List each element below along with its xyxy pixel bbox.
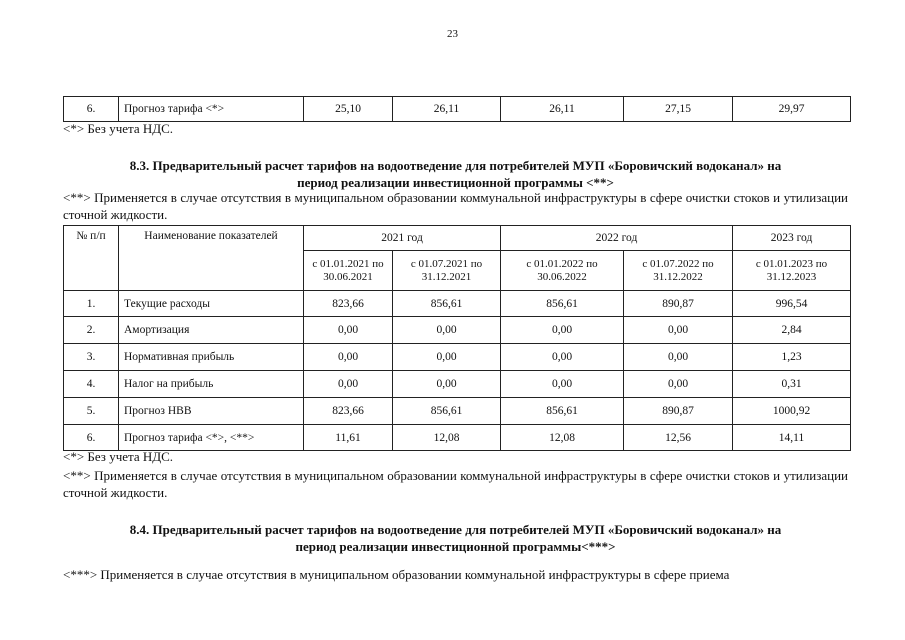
table-row	[64, 398, 851, 425]
section-note: <**> Применяется в случае отсутствия в муниципальном образовании коммунальной инфраструктуры в сфере очистки стоков и утилизации сточной жидкости.	[63, 190, 848, 222]
value-cell: 1000,92	[733, 398, 851, 425]
value-cell: 0,00	[624, 344, 733, 371]
value-cell: 856,61	[501, 291, 624, 317]
value-cell: 856,61	[501, 398, 624, 425]
page-number: 23	[447, 28, 458, 40]
row-name: Нормативная прибыль	[119, 344, 304, 371]
row-number: 6.	[64, 97, 119, 122]
heading-line: 8.3. Предварительный расчет тарифов на водоотведение для потребителей МУП «Боровичский водоканал» на	[129, 158, 782, 173]
header-name: Наименование показателей	[119, 226, 304, 291]
row-name: Амортизация	[119, 317, 304, 344]
value-cell: 0,00	[304, 344, 393, 371]
footnote-no-vat: <*> Без учета НДС.	[63, 121, 174, 136]
value-cell: 856,61	[393, 291, 501, 317]
table-row	[64, 97, 851, 122]
header-period: с 01.01.2022 по 30.06.2022	[501, 251, 624, 291]
value-cell: 0,00	[393, 371, 501, 398]
value-cell: 11,61	[304, 425, 393, 451]
footnote-infrastructure: <**> Применяется в случае отсутствия в муниципальном образовании коммунальной инфраструктуры в сфере очистки стоков и утилизации сточной жидкости.	[63, 468, 848, 500]
header-year: 2023 год	[733, 226, 851, 251]
value-cell: 12,56	[624, 425, 733, 451]
value-cell: 0,00	[304, 371, 393, 398]
value-cell: 12,08	[393, 425, 501, 451]
table-row	[64, 291, 851, 317]
tariff-table	[63, 225, 851, 451]
heading-line: период реализации инвестиционной программы<***>	[295, 539, 616, 554]
value-cell: 26,11	[501, 97, 624, 122]
section-note: <***> Применяется в случае отсутствия в муниципальном образовании коммунальной инфраструктуры в сфере приема	[63, 567, 730, 582]
section-heading-8-3	[63, 157, 848, 191]
row-name: Налог на прибыль	[119, 371, 304, 398]
value-cell: 823,66	[304, 398, 393, 425]
value-cell: 0,00	[501, 344, 624, 371]
value-cell: 2,84	[733, 317, 851, 344]
table-row	[64, 317, 851, 344]
header-row	[64, 226, 851, 251]
header-number: № п/п	[64, 226, 119, 291]
value-cell: 0,00	[304, 317, 393, 344]
value-cell: 12,08	[501, 425, 624, 451]
heading-line: период реализации инвестиционной программы <**>	[297, 175, 614, 190]
header-period: с 01.07.2021 по 31.12.2021	[393, 251, 501, 291]
value-cell: 0,00	[624, 371, 733, 398]
value-cell: 0,31	[733, 371, 851, 398]
top-table	[63, 96, 851, 122]
row-number: 2.	[64, 317, 119, 344]
table-row	[64, 425, 851, 451]
value-cell: 0,00	[501, 317, 624, 344]
table-row	[64, 371, 851, 398]
row-number: 6.	[64, 425, 119, 451]
value-cell: 0,00	[393, 344, 501, 371]
row-name: Текущие расходы	[119, 291, 304, 317]
value-cell: 29,97	[733, 97, 851, 122]
header-year: 2022 год	[501, 226, 733, 251]
row-name: Прогноз тарифа <*>, <**>	[119, 425, 304, 451]
value-cell: 823,66	[304, 291, 393, 317]
value-cell: 27,15	[624, 97, 733, 122]
value-cell: 0,00	[393, 317, 501, 344]
header-period: с 01.01.2023 по 31.12.2023	[733, 251, 851, 291]
header-period: с 01.07.2022 по 31.12.2022	[624, 251, 733, 291]
row-number: 5.	[64, 398, 119, 425]
value-cell: 856,61	[393, 398, 501, 425]
value-cell: 0,00	[501, 371, 624, 398]
value-cell: 890,87	[624, 291, 733, 317]
value-cell: 26,11	[393, 97, 501, 122]
footnote-no-vat: <*> Без учета НДС.	[63, 449, 174, 464]
heading-line: 8.4. Предварительный расчет тарифов на водоотведение для потребителей МУП «Боровичский водоканал» на	[129, 522, 782, 537]
row-name: Прогноз тарифа <*>	[119, 97, 304, 122]
header-year: 2021 год	[304, 226, 501, 251]
row-name: Прогноз НВВ	[119, 398, 304, 425]
table-row	[64, 344, 851, 371]
row-number: 1.	[64, 291, 119, 317]
value-cell: 890,87	[624, 398, 733, 425]
row-number: 4.	[64, 371, 119, 398]
value-cell: 14,11	[733, 425, 851, 451]
value-cell: 1,23	[733, 344, 851, 371]
row-number: 3.	[64, 344, 119, 371]
value-cell: 996,54	[733, 291, 851, 317]
header-period: с 01.01.2021 по 30.06.2021	[304, 251, 393, 291]
value-cell: 0,00	[624, 317, 733, 344]
value-cell: 25,10	[304, 97, 393, 122]
section-heading-8-4	[63, 521, 848, 555]
